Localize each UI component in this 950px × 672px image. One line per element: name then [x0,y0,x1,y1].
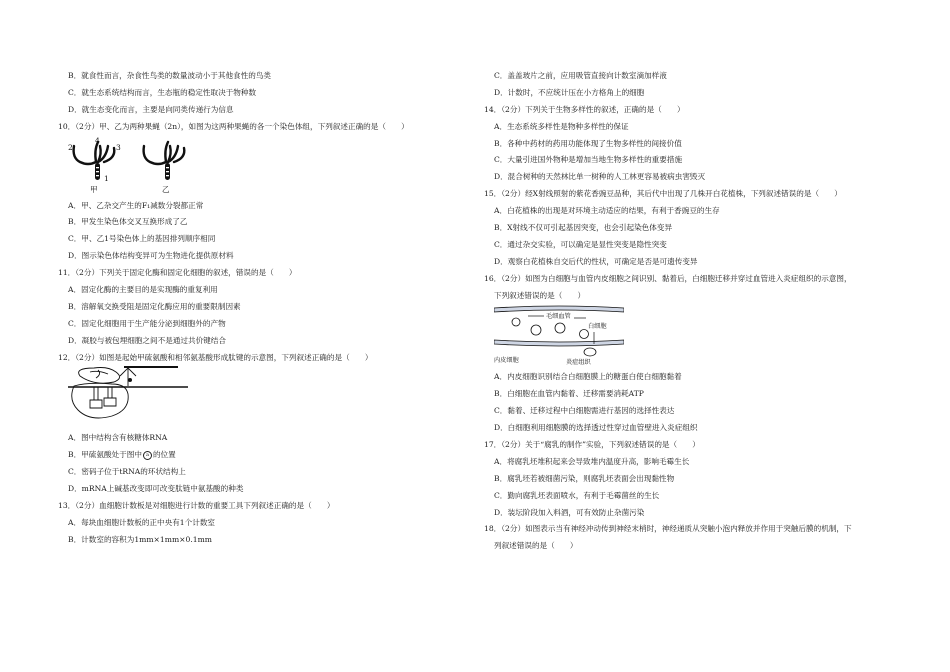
q9-option-b: B．就食性而言，杂食性鸟类的数量波动小于其他食性的鸟类 [68,71,272,80]
q10-option-a: A．甲、乙杂交产生的F₁减数分裂都正常 [68,200,204,210]
q16-option-b: B．白细胞在血管内黏着、迁移需要消耗ATP [494,389,644,399]
q10-label-4: 4 [95,135,100,145]
q12-option-c: C．密码子位于tRNA的环状结构上 [68,467,186,477]
ribosome-illustration [68,366,188,426]
q17-option-c: C．勤向腐乳坯表面喷水，有利于毛霉菌丝的生长 [494,490,660,500]
q11-option-a: A．固定化酶的主要目的是实现酶的重复利用 [68,285,218,295]
q14-option-d: D．混合树种的天然林比单一树种的人工林更容易被病虫害毁灭 [494,172,706,182]
q12-option-b [58,449,468,460]
q18-stem-line2: 列叙述错误的是（ ） [494,541,578,551]
q16-stem-line2: 下列叙述错误的是（ ） [494,290,586,300]
q10-label-jia: 甲 [90,184,98,194]
q18-stem: 18．（2分）如图表示当有神经冲动传到神经末梢时，神经递质从突触小泡内释放并作用于突触后膜的机制，下 [484,524,852,534]
q16-stem: 16．（2分）如图为白细胞与血管内皮细胞之间识别、黏着后，白细胞迁移并穿过血管进入炎症组织的示意图， [484,273,852,283]
q15-option-a: A．白花植株的出现是对环境主动适应的结果，有利于香豌豆的生存 [494,206,720,216]
q10-option-b: B．甲发生染色体交叉互换形成了乙 [68,217,188,227]
q15-option-d: D．观察白花植株自交后代的性状，可确定是否是可遗传变异 [494,256,698,266]
q14-stem: 14．（2分）下列关于生物多样性的叙述，正确的是（ ） [484,104,685,114]
q16-label-inflamed-tissue: 炎症组织 [566,359,591,367]
q16-option-a: A．内皮细胞识别结合白细胞膜上的糖蛋白使白细胞黏着 [494,372,682,382]
q17-option-a: A．将腐乳坯堆积起来会导致堆内温度升高，影响毛霉生长 [494,456,690,466]
q9-option-c: C．就生态系统结构而言，生态瓶的稳定性取决于物种数 [68,87,257,97]
capillary-leukocyte-illustration [494,304,624,366]
q13-option-c: C．盖盖玻片之前，应用吸管直接向计数室滴加样液 [494,71,667,80]
q11-stem: 11．（2分）下列关于固定化酶和固定化细胞的叙述，错误的是（ ） [58,268,297,278]
q16-label-wbc: 白细胞 [588,323,607,331]
q12-stem: 12．（2分）如图是起始甲硫氨酸和相邻氨基酸形成肽键的示意图，下列叙述正确的是（ ） [58,352,373,362]
left-column [58,70,468,551]
q10-label-yi: 乙 [162,184,170,194]
q16-label-endothelial: 内皮细胞 [494,357,519,365]
q13-option-d: D．计数时，不应统计压在小方格角上的细胞 [494,87,645,97]
q11-option-c: C．固定化细胞用于生产能分泌到细胞外的产物 [68,318,226,328]
q10-label-3: 3 [116,142,121,152]
q17-option-b: B．腐乳坯若被细菌污染，则腐乳坯表面会出现黏性物 [494,473,675,483]
q12-ribosome-figure [68,366,468,426]
right-column [484,70,904,557]
q13-stem: 13．（2分）血细胞计数板是对细胞进行计数的重要工具下列叙述正确的是（ ） [58,501,335,511]
q13-option-b: B．计数室的容积为1mm×1mm×0.1mm [68,534,212,544]
q12-option-b-tail: 的位置 [152,450,176,460]
q17-option-d: D．装坛阶段加入料酒，可有效防止杂菌污染 [494,507,645,517]
q12-option-b-text: B．甲硫氨酸处于图中 [68,450,142,460]
q10-label-1: 1 [104,173,109,183]
q15-option-c: C．通过杂交实验，可以确定是显性突变是隐性突变 [494,239,667,249]
q15-option-b: B．X射线不仅可引起基因突变，也会引起染色体变异 [494,223,673,233]
q16-option-c: C．黏着、迁移过程中白细胞需进行基因的选择性表达 [494,406,675,416]
q14-option-c: C．大量引进国外物种是增加当地生物多样性的重要措施 [494,155,683,165]
q14-option-b: B．各种中药材的药用功能体现了生物多样性的间接价值 [494,138,682,148]
q16-blood-vessel-figure [494,304,904,366]
q10-chromosome-figure [68,136,468,194]
q9-option-d: D．就生态变化而言，主要是向同类传递行为信息 [68,104,234,114]
q11-option-d: D．凝胶与被包埋细胞之间不是通过共价键结合 [68,335,226,345]
q16-option-d: D．白细胞利用细胞膜的选择透过性穿过血管壁进入炎症组织 [494,423,698,433]
q12-option-a: A．图中结构含有核糖体RNA [68,433,168,443]
q15-stem: 15．（2分）经X射线照射的紫花香豌豆品种，其后代中出现了几株开白花植株，下列叙述错误的是（ ） [484,189,842,199]
q10-stem: 10．（2分）甲、乙为两种果蝇（2n），如图为这两种果蝇的各一个染色体组，下列叙述正确的是（ ） [58,121,409,131]
q13-option-a: A．每块血细胞计数板的正中央有1个计数室 [68,517,216,527]
chromosome-sets-illustration [68,136,218,194]
q10-option-d: D．图示染色体结构变异可为生物进化提供原材料 [68,251,234,261]
q17-stem: 17．（2分）关于“腐乳的制作”实验，下列叙述错误的是（ ） [484,440,700,450]
q11-option-b: B．溶解氧交换受阻是固定化酶应用的重要限制因素 [68,301,241,311]
q12-option-d: D．mRNA上碱基改变即可改变肽链中氨基酸的种类 [68,484,244,494]
q10-option-c: C．甲、乙1号染色体上的基因排列顺序相同 [68,234,216,244]
q16-label-capillary: 毛细血管 [546,313,571,321]
q10-label-2: 2 [68,142,73,152]
q12-option-b-circle: a [143,451,152,460]
q14-option-a: A．生态系统多样性是物种多样性的保证 [494,121,629,131]
